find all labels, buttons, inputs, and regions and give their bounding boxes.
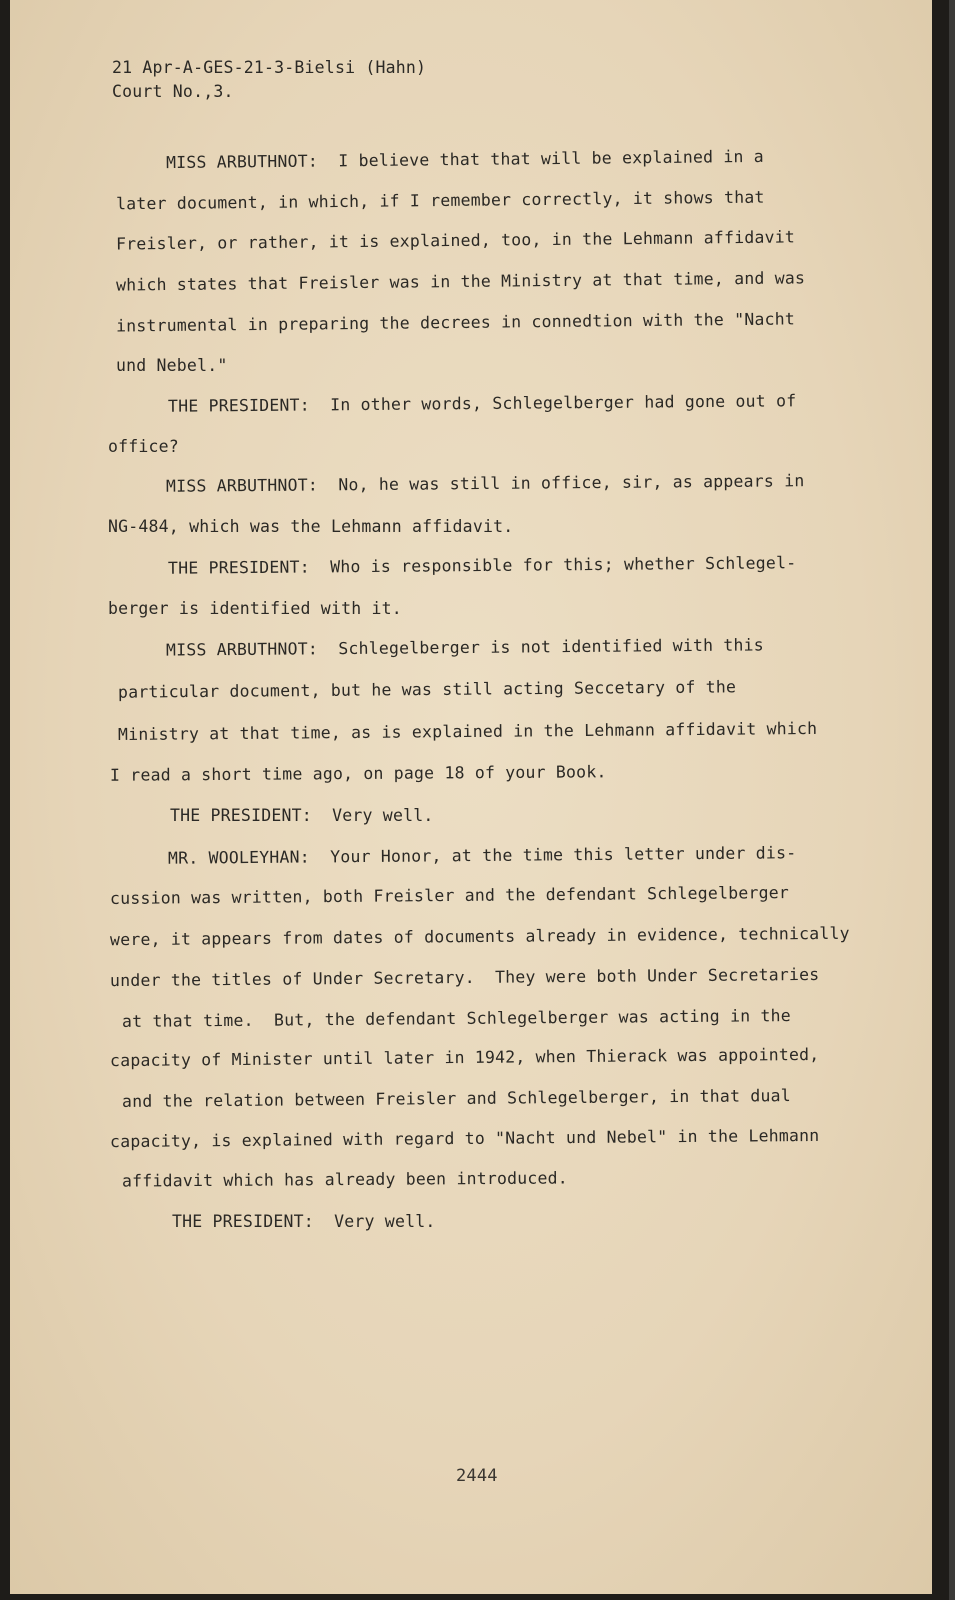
transcript-line: cussion was written, both Freisler and the defendant Schlegelberger xyxy=(109,883,790,908)
scan-edge xyxy=(949,0,955,1600)
transcript-line: Freisler, or rather, it is explained, too, in the Lehmann affidavit xyxy=(115,227,796,254)
transcript-line: instrumental in preparing the decrees in connedtion with the "Nacht xyxy=(115,309,796,336)
transcript-line: and the relation between Freisler and Schlegelberger, in that dual xyxy=(121,1086,791,1111)
transcript-line: THE PRESIDENT: Very well. xyxy=(172,1212,436,1231)
transcript-line: und Nebel." xyxy=(116,356,228,375)
transcript-line: NG-484, which was the Lehmann affidavit. xyxy=(108,517,514,536)
document-page xyxy=(10,0,932,1594)
transcript-line: Ministry at that time, as is explained in the Lehmann affidavit which xyxy=(117,718,818,745)
transcript-line: particular document, but he was still acting Seccetary of the xyxy=(117,677,737,702)
transcript-line: MISS ARBUTHNOT: Schlegelberger is not identified with this xyxy=(165,635,764,660)
transcript-line: THE PRESIDENT: Who is responsible for this; whether Schlegel- xyxy=(167,553,797,578)
page-number: 2444 xyxy=(456,1466,498,1486)
transcript-line: I read a short time ago, on page 18 of your Book. xyxy=(109,762,607,785)
document-header xyxy=(112,56,426,104)
transcript-line: were, it appears from dates of documents already in evidence, technically xyxy=(109,923,850,950)
transcript-line: affidavit which has already been introduced. xyxy=(121,1168,568,1191)
transcript-line: MR. WOOLEYHAN: Your Honor, at the time this letter under dis- xyxy=(167,843,797,868)
transcript-line: THE PRESIDENT: Very well. xyxy=(170,806,434,825)
transcript-line: at that time. But, the defendant Schlegelberger was acting in the xyxy=(121,1006,791,1031)
header-line-docket: 21 Apr-A-GES-21-3-Bielsi (Hahn) xyxy=(112,58,427,77)
transcript-line: capacity, is explained with regard to "Nacht und Nebel" in the Lehmann xyxy=(109,1125,820,1152)
transcript-line: later document, in which, if I remember correctly, it shows that xyxy=(115,187,765,214)
transcript-line: MISS ARBUTHNOT: I believe that that will be explained in a xyxy=(165,146,764,173)
transcript-line: MISS ARBUTHNOT: No, he was still in office, sir, as appears in xyxy=(165,471,805,496)
transcript-line: under the titles of Under Secretary. They were both Under Secretaries xyxy=(109,964,820,991)
header-line-court: Court No.,3. xyxy=(112,82,234,101)
transcript-line: capacity of Minister until later in 1942, when Thierack was appointed, xyxy=(109,1044,820,1071)
transcript-line: THE PRESIDENT: In other words, Schlegelberger had gone out of xyxy=(167,391,797,416)
transcript-line: which states that Freisler was in the Ministry at that time, and was xyxy=(115,268,806,295)
transcript-line: office? xyxy=(108,437,179,456)
transcript-line: berger is identified with it. xyxy=(108,599,402,618)
